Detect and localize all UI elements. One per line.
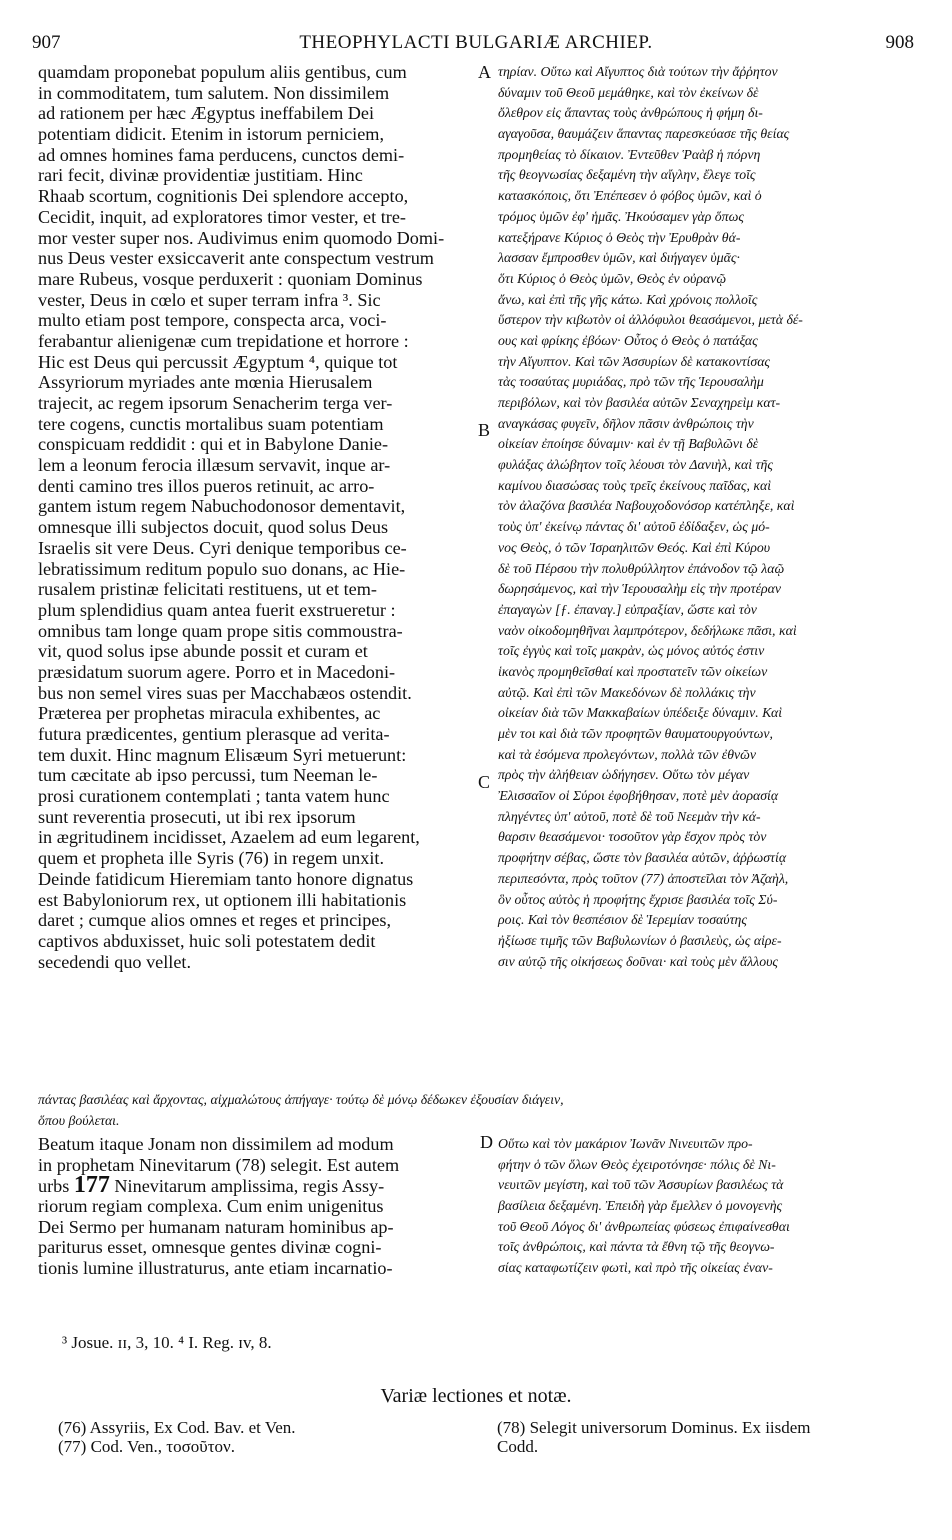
latin-line: Israelis sit vere Deus. Cyri denique temporibus ce- <box>38 537 407 558</box>
note-78-cont: Codd. <box>497 1437 539 1456</box>
latin-line: trajecit, ac regem ipsorum Senacherim terga ver- <box>38 393 393 413</box>
latin-line: Rhaab scortum, cognitionis Dei splendore accepto, <box>38 186 409 207</box>
latin-line: in commoditatem, tum salutem. Non dissimilem <box>38 82 390 103</box>
section-marker-c: C <box>478 772 491 792</box>
section-marker-a: A <box>478 62 491 82</box>
greek-line: καμίνου διασώσας τοὺς τρεῖς ἐκείνους παῖδας, καὶ <box>498 477 772 493</box>
latin-line: rari fecit, divinæ providentiæ justitiam. Hinc <box>38 165 363 186</box>
latin-line: sunt reverentia prosecuti, ut ibi rex ipsorum <box>38 806 356 827</box>
latin-line: ferabantur alienigenæ cum trepidatione et horrore : <box>38 330 409 351</box>
latin-word: urbs <box>38 1176 70 1197</box>
greek-span-line: ὅπου βούλεται. <box>38 1112 120 1128</box>
greek-line: τοῖς ἐγγὺς καὶ τοῖς μακρὰν, ὡς μόνος αὐτός ἐστιν <box>498 643 765 659</box>
section-marker-d: D <box>480 1132 493 1152</box>
latin-line: lem a leonum ferocia illæsum servavit, inque ar- <box>38 455 391 476</box>
latin-line-rest: Ninevitarum amplissima, regis Assy- <box>114 1176 385 1197</box>
latin-line: Hic est Deus qui percussit Ægyptum ⁴, quique tot <box>38 351 398 372</box>
greek-line: μὲν τοι καὶ διὰ τῶν προφητῶν θαυματουργούντων, <box>498 726 773 741</box>
greek-line: δωρησάμενος, καὶ τὴν Ἱερουσαλὴμ εἰς τὴν προτέραν <box>498 581 781 597</box>
greek-line: δὲ τοῦ Πέρσου τὴν πολυθρύλλητον ἐπάνοδον τῷ λαῷ <box>498 560 785 576</box>
page-number-right: 908 <box>885 32 914 53</box>
latin-line: Assyriorum myriades ante mœnia Hierusalem <box>38 372 373 393</box>
greek-column-top <box>498 62 923 972</box>
greek-line: αναγκάσας φυγεῖν, δῆλον πᾶσιν ἀνθρώποις τὴν <box>498 415 754 431</box>
greek-line: αγαγοῦσα, θαυμάζειν ἅπαντας παρεσκεύασε τῆς θείας <box>498 126 790 142</box>
greek-line: τοῦ Θεοῦ Λόγος δι' ἀνθρωπείας φύσεως ἐπιφαίνεσθαι <box>498 1218 790 1234</box>
greek-line: καὶ τὰ ἐσόμενα προλεγόντων, πολλὰ τῶν ἐθνῶν <box>498 746 757 762</box>
column-number: 177 <box>73 1172 110 1199</box>
full-width-greek-lines <box>38 1090 924 1131</box>
greek-line: σίας καταφωτίζειν φωτὶ, καὶ πρὸ τῆς οἰκείας ἐναν- <box>498 1260 773 1276</box>
page-header <box>0 28 952 56</box>
greek-line: βασίλεια δεξαμένη. Ἐπειδὴ γὰρ ἔμελλεν ὁ μονογενὴς <box>498 1198 783 1214</box>
greek-line: πληγέντες ὑπ' αὐτοῦ, ποτὲ δὲ τοῦ Νεεμὰν τὴν κά- <box>498 808 761 824</box>
latin-line: quem et propheta ille Syris (76) in regem unxit. <box>38 848 384 869</box>
latin-line: vester, Deus in cœlo et super terram infra ³. Sic <box>38 289 381 310</box>
latin-line: daret ; cumque alios omnes et reges et principes, <box>38 910 392 931</box>
greek-line: ἱκανὸς προμηθεῖσθαί καὶ προστατεῖν τῶν οἰκείων <box>498 663 768 679</box>
latin-line: secedendi quo vellet. <box>38 951 192 972</box>
greek-line: ὄλεθρον εἰς ἅπαντας τοὺς ἀνθρώπους ἡ φήμη δι- <box>498 105 763 121</box>
greek-line: νος Θεὸς, ὁ τῶν Ἰσραηλιτῶν Θεός. Καὶ ἐπὶ Κύρου <box>498 539 771 555</box>
greek-line: σιν αὐτῷ τῆς οἰκήσεως δοῦναι· καὶ τοὺς μὲν ἄλλους <box>498 953 779 969</box>
latin-line: omnibus tam longe quam prope sitis commoustra- <box>38 620 403 641</box>
greek-line: τηρίαν. Οὕτω καὶ Αἴγυπτος διὰ τούτων τὴν ἄῤῥητον <box>498 64 778 79</box>
latin-line: tionis lumine illustraturus, ante etiam incarnatio- <box>38 1258 393 1279</box>
greek-line: πρὸς τὴν ἀλήθειαν ὡδήγησεν. Οὕτω τὸν μέγαν <box>498 767 750 783</box>
greek-line: ροις. Καὶ τὸν θεσπέσιον δὲ Ἱερεμίαν τοσαύτης <box>498 912 747 928</box>
greek-line: ὕστερον τὴν κιβωτὸν οἱ ἀλλόφυλοι θεασάμενοι, μετὰ δέ- <box>498 312 803 328</box>
greek-line: ὅτι Κύριος ὁ Θεὸς ὑμῶν, Θεὸς ἐν οὐρανῷ <box>498 270 727 286</box>
greek-line: κατασκόποις, ὅτι Ἐπέπεσεν ὁ φόβος ὑμῶν, καὶ ὁ <box>498 188 762 204</box>
latin-line: conspicuam reddidit : qui et in Babylone Danie- <box>38 434 389 455</box>
greek-line: οἰκείαν ἐποίησε δύναμιν· καὶ ἐν τῇ Βαβυλῶνι δὲ <box>498 436 759 452</box>
latin-line: tem duxit. Hinc magnum Elisæum Syri metuerunt: <box>38 744 407 765</box>
latin-line: bus non semel vires suas per Macchabæos ostendit. <box>38 682 412 703</box>
greek-line: ἠξίωσε τιμῆς τῶν Βαβυλωνίων ὁ βασιλεὺς, ὡς αἱρε- <box>498 932 782 948</box>
latin-line: pariturus esset, omnesque gentes divinæ cogni- <box>38 1237 382 1258</box>
latin-column-bottom <box>38 1134 470 1279</box>
latin-column-top <box>38 62 470 972</box>
running-title: THEOPHYLACTI BULGARIÆ ARCHIEP. <box>299 32 653 53</box>
latin-line: futura prædicentes, gentium plerasque ad verita- <box>38 724 390 744</box>
latin-line: est Babyloniorum rex, ut optionem illi habitationis <box>38 889 407 910</box>
variae-lectiones-heading: Variæ lectiones et notæ. <box>380 1385 572 1407</box>
greek-line: προμηθείας τὸ δίκαιον. Ἐντεῦθεν Ῥαὰβ ἡ πόρνη <box>498 146 761 162</box>
latin-line: multo etiam post tempore, conspecta arca, voci- <box>38 310 387 331</box>
latin-line: nus Deus vester exsiccaverit ante conspectum vestrum <box>38 248 434 269</box>
latin-line: vit, quod solus ipse abunde possit et curam et <box>38 641 368 662</box>
greek-line: τοὺς ὑπ' ἐκείνῳ πάντας δι' αὐτοῦ ἐδίδαξεν, ὡς μό- <box>498 519 770 535</box>
greek-column-bottom <box>498 1134 923 1279</box>
latin-line: captivos abduxisset, huic soli potestatem dedit <box>38 930 376 951</box>
latin-line: prosi curationem contemplati ; tanta vatem hunc <box>38 786 390 807</box>
greek-line: Οὕτω καὶ τὸν μακάριον Ἰωνᾶν Νινευιτῶν προ- <box>498 1136 753 1151</box>
greek-line: ναὸν οἰκοδομηθῆναι λαμπρότερον, δεδήλωκε πᾶσι, καὶ <box>498 622 797 638</box>
latin-line: Præterea per prophetas miracula exhibentes, ac <box>38 703 381 724</box>
greek-line: δύναμιν τοῦ Θεοῦ μεμάθηκε, καὶ τὸν ἐκείνων δὲ <box>498 84 759 100</box>
greek-line: τὰς τοσαύτας μυριάδας, πρὸ τῶν τῆς Ἱερουσαλὴμ <box>498 374 764 390</box>
greek-line: τῆς θεογνωσίας δεξαμένη τὴν αἴγλην, ἔλεγε τοῖς <box>498 167 756 183</box>
latin-line: mare Rubeus, vosque perduxerit : quoniam Dominus <box>38 268 423 289</box>
latin-line: lebratissimum reditum populo suo donans, ac Hie- <box>38 558 406 579</box>
greek-line: ἄνω, καὶ ἐπὶ τῆς γῆς κάτω. Καὶ χρόνοις πολλοῖς <box>498 291 758 307</box>
greek-line: περιβόλων, καὶ τὸν βασιλέα αὐτῶν Σεναχηρεὶμ κατ- <box>498 395 781 410</box>
latin-line: plum splendidius quam antea fuerit exstrueretur : <box>38 599 396 620</box>
latin-line: gantem istum regem Nabuchodonosor dementavit, <box>38 496 406 517</box>
note-78: (78) Selegit universorum Dominus. Ex iisdem <box>497 1418 811 1437</box>
greek-span-line: πάντας βασιλέας καὶ ἄρχοντας, αἰχμαλώτους ἀπήγαγε· τούτῳ δὲ μόνῳ δέδωκεν ἐξουσίαν διάγειν, <box>38 1092 564 1107</box>
greek-line: τὸν ἀλαζόνα βασιλέα Ναβουχοδονόσορ κατέπληξε, καὶ <box>498 498 795 514</box>
greek-line: τὴν Αἴγυπτον. Καὶ τῶν Ἀσσυρίων δὲ κατακοντίσας <box>498 353 771 369</box>
latin-line: omnesque illi subjectos docuit, quod solus Deus <box>38 517 389 538</box>
latin-line: rusalem pristinæ felicitati restituens, ut et tem- <box>38 579 377 600</box>
greek-line: ἐπαγαγὼν [ƒ. ἐπαναγ.] εὐπραξίαν, ὥστε καὶ τὸν <box>498 601 757 617</box>
greek-line: φυλάξας ἀλώβητον τοῖς λέουσι τὸν Δανιὴλ, καὶ τῆς <box>498 457 773 473</box>
latin-line: denti camino tres illos pueros retinuit, ac arro- <box>38 475 375 496</box>
greek-line: κατεξήρανε Κύριος ὁ Θεὸς τὴν Ἐρυθρὰν θά- <box>498 229 741 245</box>
greek-line: θαρσιν θεασάμενοι· τοσοῦτον γὰρ ἔσχον πρὸς τὸν <box>498 829 767 845</box>
greek-line: Ἐλισσαῖον οἱ Σύροι ἐφοβήθησαν, ποτὲ μὲν ἀορασίᾳ <box>498 788 779 804</box>
greek-line: αὐτῷ. Καὶ ἐπὶ τῶν Μακεδόνων δὲ πολλάκις τὴν <box>498 684 756 700</box>
greek-line: τρόμος ὑμῶν ἐφ' ἡμᾶς. Ἠκούσαμεν γὰρ ὅπως <box>498 208 744 224</box>
latin-line: mor vester super nos. Audivimus enim quomodo Domi- <box>38 227 445 248</box>
greek-line: φήτην ὁ τῶν ὅλων Θεὸς ἐχειροτόνησε· πόλις δὲ Νι- <box>498 1156 776 1172</box>
latin-line: riorum regiam complexa. Cum enim unigenitus <box>38 1196 384 1217</box>
greek-line: ους καὶ φρίκης ἐβόων· Οὗτος ὁ Θεὸς ὁ πατάξας <box>498 332 758 348</box>
latin-line: Dei Sermo per humanam naturam hominibus ap- <box>38 1216 394 1237</box>
latin-line: in ægritudinem incidisset, Azaelem ad eum legarent, <box>38 827 420 848</box>
greek-line: προφήτην σέβας, ὥστε τὸν βασιλέα αὐτῶν, ἀῤῥωστίᾳ <box>498 850 787 866</box>
latin-line: præsidatum suorum agere. Porro et in Macedoni- <box>38 661 396 682</box>
latin-line: quamdam proponebat populum aliis gentibus, cum <box>38 62 407 82</box>
latin-line: potentiam didicit. Etenim in istorum perniciem, <box>38 124 384 145</box>
latin-line: ad omnes homines fama perducens, cunctos demi- <box>38 144 405 165</box>
latin-line: Beatum itaque Jonam non dissimilem ad modum <box>38 1134 394 1154</box>
latin-line: tere cogens, cunctis mortalibus suam potentiam <box>38 413 384 434</box>
greek-line: λασσαν ἔμπροσθεν ὑμῶν, καὶ διήγαγεν ὑμᾶς· <box>498 250 740 266</box>
greek-line: οἰκείαν διὰ τῶν Μακκαβαίων ὑπέδειξε δύναμιν. Καὶ <box>498 705 783 721</box>
note-76: (76) Assyriis, Ex Cod. Bav. et Ven. <box>58 1418 296 1437</box>
latin-line: ad rationem per hæc Ægyptus ineffabilem Dei <box>38 103 375 124</box>
scripture-footnote: ³ Josue. ɪɪ, 3, 10. ⁴ I. Reg. ɪv, 8. <box>62 1333 272 1352</box>
latin-line: Cecidit, inquit, ad exploratores timor vester, et tre- <box>38 206 406 227</box>
page-number-left: 907 <box>32 32 61 53</box>
latin-line: Deinde fatidicum Hieremiam tanto honore dignatus <box>38 868 414 889</box>
notes-right <box>497 1418 811 1456</box>
latin-line <box>38 1172 470 1199</box>
greek-line: τοῖς ἀνθρώποις, καὶ πάντα τὰ ἔθνη τῷ τῆς θεογνω- <box>498 1239 775 1255</box>
latin-line: in prophetam Ninevitarum (78) selegit. Est autem <box>38 1154 400 1175</box>
notes-left <box>58 1418 296 1456</box>
latin-line: tum cæcitate ab ipso percussi, tum Neeman le- <box>38 765 378 786</box>
greek-line: ὃν οὗτος αὐτὸς ἡ προφήτης ἔχρισε βασιλέα τοῖς Σύ- <box>498 891 778 907</box>
section-marker-b: B <box>478 420 491 440</box>
greek-line: περιπεσόντα, πρὸς τοῦτον (77) ἀποστεῖλαι τὸν Ἀζαὴλ, <box>498 870 789 886</box>
greek-line: νευιτῶν μεγίστη, καὶ τοῦ τῶν Ἀσσυρίων βασιλέως τὰ <box>498 1177 784 1193</box>
note-77: (77) Cod. Ven., τοσοῦτον. <box>58 1437 235 1456</box>
